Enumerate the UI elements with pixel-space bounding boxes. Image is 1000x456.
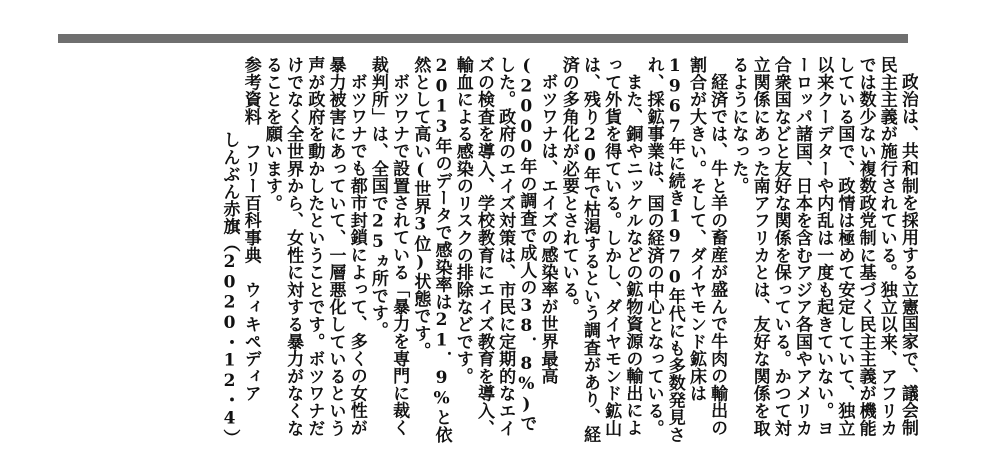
paragraph-violence: ボツワナでも都市封鎖によって、多くの女性が暴力被害にあっていて、一層悪化しているという声が政府を動かしたということです。ボツワナだけでなく全世界から、女性に対する暴力がなくなることを願います。 xyxy=(261,56,367,437)
paragraph-politics: 政治は、共和制を採用する立憲国家で、議会制民主主義が施行されている。独立以来、アフリカでは数少ない複数政党制に基づく民主主義が機能している国で、政情は極めて安定していて、独立以来クーデターや内乱は一度も起きていない。ヨーロッパ諸国、日本を含むアジア各国やアメリカ合衆国などと友好な関係を保っている。かつて対立関係にあった南アフリカとは、友好な関係を取るようになった。 xyxy=(728,56,918,437)
paragraph-aids: ボツワナは、エイズの感染率が世界最高(2000年の調査で成人の38．8%)でした。政府のエイズ対策は、市民に定期的なエイズの検査を導入、学校教育にエイズ教育を導入、輸血による感染のリスクの排除などです。2013年のデータで感染率は21．9%と依然として高い(世界3位)状態です。 xyxy=(410,56,558,444)
article-body xyxy=(86,56,918,446)
references-line: 参考資料 フリー百科事典 ウィキペディア xyxy=(240,56,261,402)
source-line: しんぶん赤旗（2020・12・4） xyxy=(219,130,240,446)
header-rule xyxy=(58,34,908,43)
paragraph-minerals: また、銅やニッケルなどの鉱物資源の輸出によって外貨を得ている。しかし、ダイヤモンド鉱山は、残り20年で枯渇するという調査があり、経済の多角化が必要とされている。 xyxy=(558,56,643,443)
paragraph-economy: 経済では、牛と羊の畜産が盛んで牛肉の輸出の割合が大きい。そして、ダイヤモンド鉱床は1967年に続き1970年代にも多数発見され、採鉱事業は、国の経済の中心となっている。 xyxy=(643,56,728,444)
paragraph-court: ボツワナで設置されている「暴力を専門に裁く裁判所」は、全国で25ヵ所です。 xyxy=(367,56,410,437)
